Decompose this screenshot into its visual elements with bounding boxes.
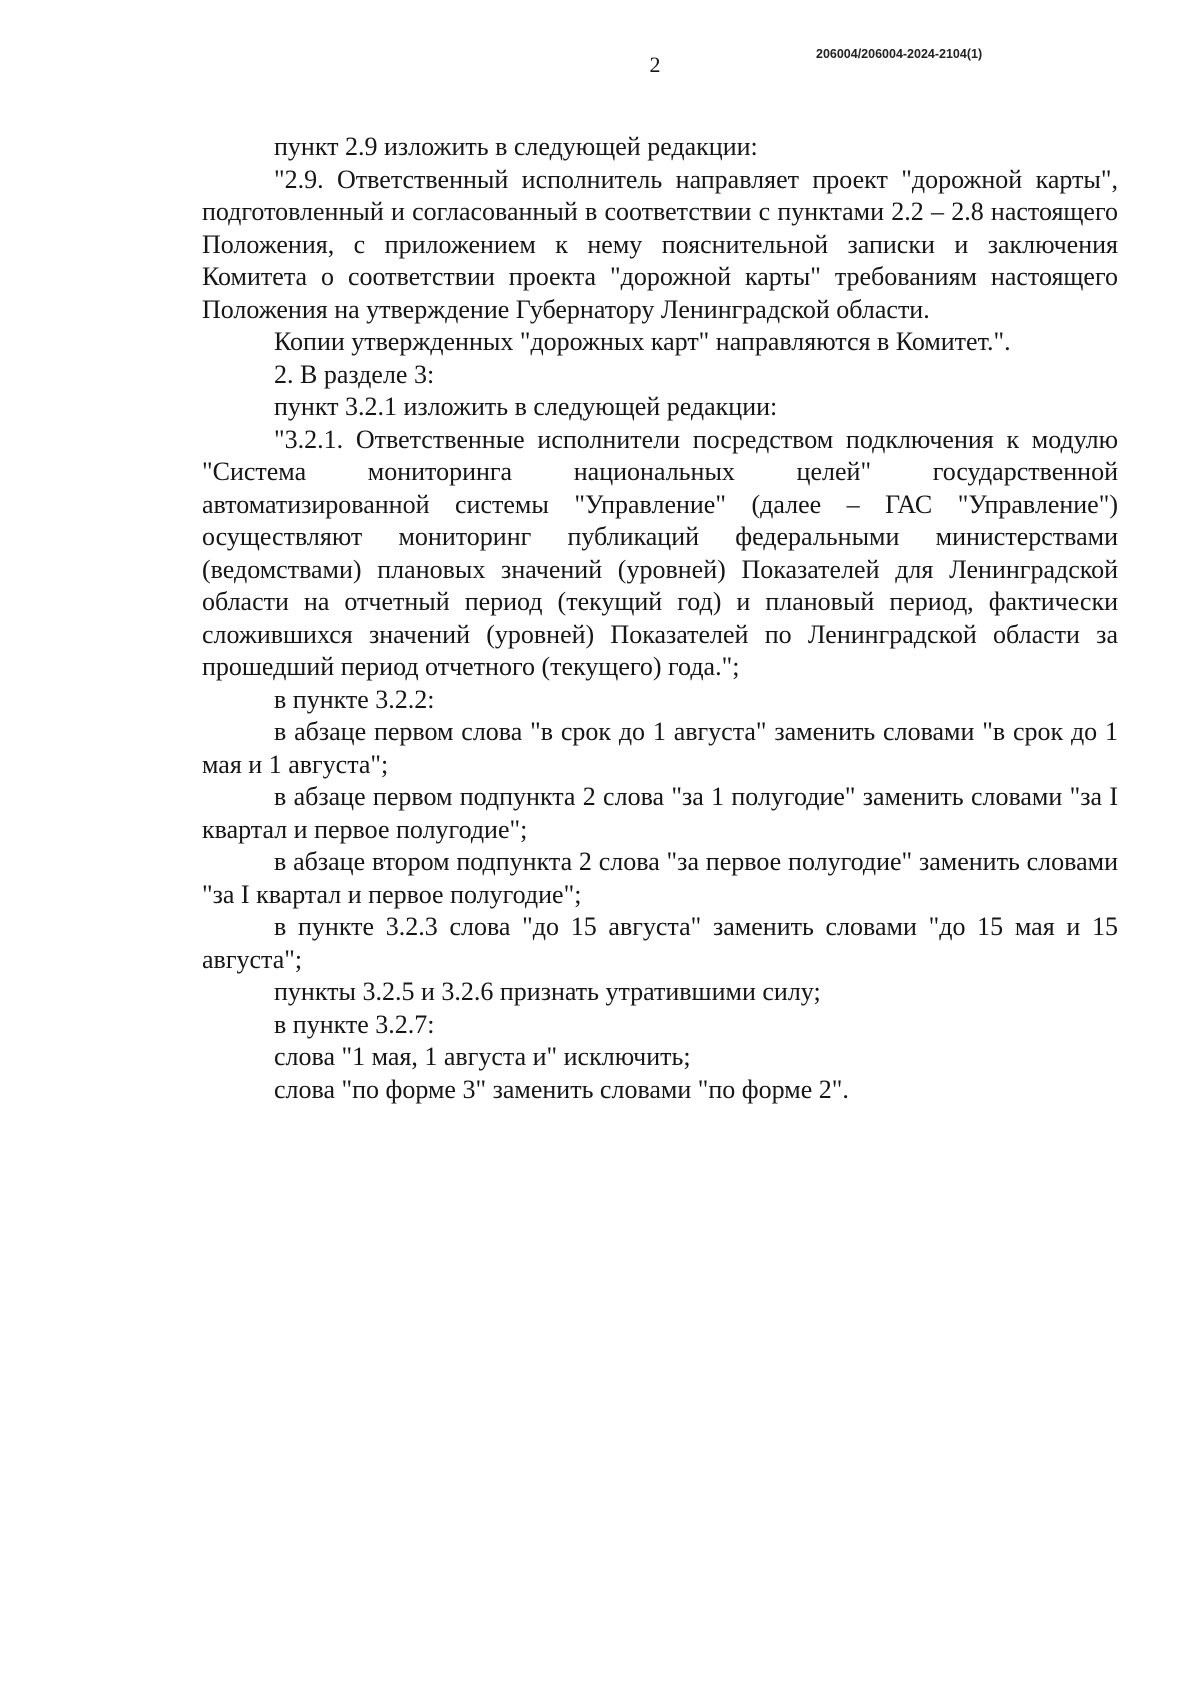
document-body: [202, 131, 1118, 1106]
paragraph: в пункте 3.2.3 слова "до 15 августа" заменить словами "до 15 мая и 15 августа";: [202, 912, 1118, 974]
paragraph: в пункте 3.2.2:: [274, 684, 435, 714]
paragraph: слова "по форме 3" заменить словами "по форме 2".: [274, 1074, 849, 1104]
paragraph: пункт 3.2.1 изложить в следующей редакции:: [274, 392, 778, 421]
paragraph: в пункте 3.2.7:: [274, 1009, 435, 1039]
paragraph: пункт 2.9 изложить в следующей редакции:: [274, 132, 758, 161]
paragraph: "2.9. Ответственный исполнитель направляет проект "дорожной карты", подготовленный и согласованный в соответствии с пунктами 2.2 – 2.8 настоящего Положения, с приложением к нему пояснительной записки и заключения Комитета о соответствии проекта "дорожной карты" требованиям настоящего Положения на утверждение Губернатору Ленинградской области.: [202, 164, 1118, 324]
paragraph: пункты 3.2.5 и 3.2.6 признать утратившими силу;: [274, 977, 821, 1006]
paragraph: Копии утвержденных "дорожных карт" направляются в Комитет.".: [274, 327, 1011, 356]
paragraph: в абзаце втором подпункта 2 слова "за первое полугодие" заменить словами "за I квартал и первое полугодие";: [202, 847, 1118, 909]
paragraph: в абзаце первом подпункта 2 слова "за 1 полугодие" заменить словами "за I квартал и первое полугодие";: [202, 782, 1118, 844]
paragraph: слова "1 мая, 1 августа и" исключить;: [274, 1042, 691, 1071]
paragraph: 2. В разделе 3:: [274, 359, 435, 389]
document-code: 206004/206004-2024-2104(1): [816, 47, 983, 61]
paragraph: в абзаце первом слова "в срок до 1 августа" заменить словами "в срок до 1 мая и 1 августа";: [202, 717, 1118, 779]
page-number: 2: [649, 52, 661, 77]
paragraph: "3.2.1. Ответственные исполнители посредством подключения к модулю "Система мониторинга национальных целей" государственной автоматизированной системы "Управление" (далее – ГАС "Управление") осуществляют мониторинг публикаций федеральными министерствами (ведомствами) плановых значений (уровней) Показателей для Ленинградской области на отчетный период (текущий год) и плановый период, фактически сложившихся значений (уровней) Показателей по Ленинградской области за прошедший период отчетного (текущего) года.";: [202, 424, 1118, 681]
